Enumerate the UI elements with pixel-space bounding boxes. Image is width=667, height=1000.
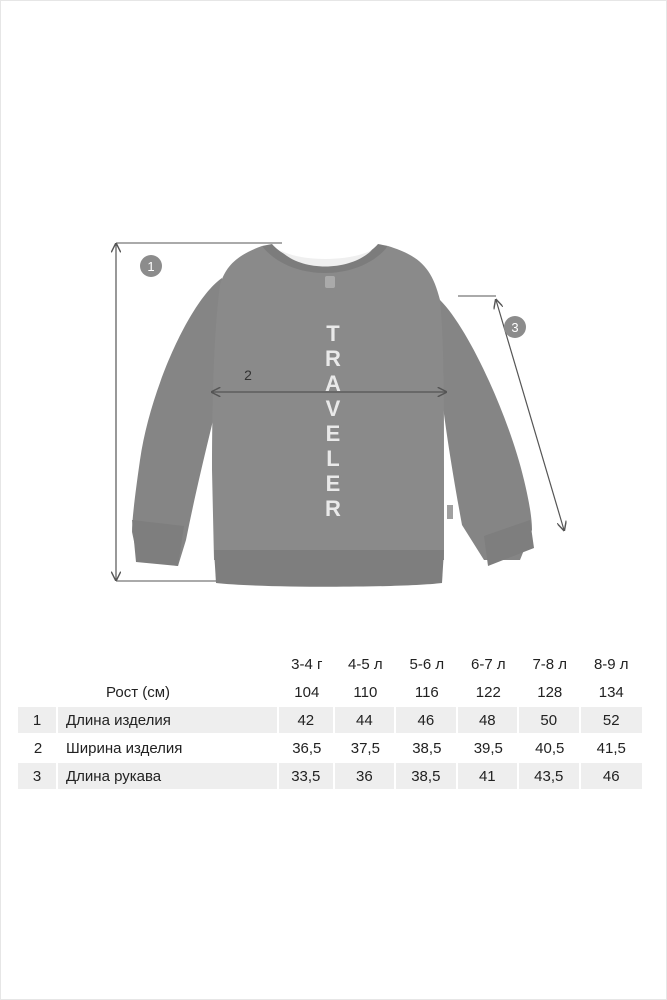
value-cell: 33,5 (279, 763, 335, 789)
brand-letter: A (325, 371, 341, 396)
value-cell: 46 (581, 763, 643, 789)
size-header-cell: 4-5 л (348, 655, 383, 673)
size-table (18, 649, 642, 791)
row-number-empty (18, 651, 58, 677)
value-cell: 52 (581, 707, 643, 733)
value-cell: 38,5 (412, 739, 442, 757)
row-number: 1 (18, 707, 58, 733)
value-cell: 39,5 (473, 739, 503, 757)
brand-print (325, 321, 341, 521)
brand-letter: E (325, 471, 341, 496)
marker-1-label: 1 (147, 259, 155, 274)
height-cell: 134 (598, 683, 624, 701)
marker-3-label: 3 (511, 320, 519, 335)
row-label: Ширина изделия (66, 739, 183, 757)
height-cell: 110 (353, 683, 378, 701)
size-header-cell: 5-6 л (409, 655, 445, 673)
marker-2-label: 2 (244, 367, 252, 383)
row-label: Длина рукава (58, 763, 279, 789)
value-cell: 43,5 (519, 763, 580, 789)
height-cell: 116 (414, 683, 439, 701)
row-number: 2 (33, 739, 43, 757)
value-cell: 41,5 (596, 739, 626, 757)
height-row (18, 679, 642, 705)
value-cell: 37,5 (350, 739, 380, 757)
value-cell: 48 (458, 707, 519, 733)
measurement-row (18, 707, 642, 733)
value-cell: 44 (335, 707, 396, 733)
brand-letter: T (326, 321, 340, 346)
brand-letter: V (325, 396, 341, 421)
size-header-cell: 7-8 л (532, 655, 568, 673)
measurement-row (18, 763, 642, 789)
height-cell: 104 (294, 683, 320, 701)
size-header-row (18, 651, 642, 677)
row-number: 3 (18, 763, 58, 789)
brand-letter: L (326, 446, 340, 471)
brand-letter: R (325, 496, 341, 521)
value-cell: 36 (335, 763, 396, 789)
height-cell: 122 (475, 683, 501, 701)
row-label: Длина изделия (58, 707, 279, 733)
header-label-empty (58, 651, 279, 677)
value-cell: 46 (396, 707, 457, 733)
height-cell: 128 (537, 683, 563, 701)
value-cell: 38,5 (396, 763, 457, 789)
value-cell: 50 (519, 707, 580, 733)
size-header-cell: 8-9 л (593, 655, 629, 673)
brand-letter: R (325, 346, 341, 371)
measurement-row (18, 735, 642, 761)
brand-letter: E (325, 421, 341, 446)
value-cell: 42 (279, 707, 335, 733)
value-cell: 36,5 (292, 739, 322, 757)
size-header-cell: 6-7 л (470, 655, 506, 673)
value-cell: 41 (458, 763, 519, 789)
row-number-empty (18, 679, 58, 705)
height-label: Рост (см) (106, 683, 171, 701)
value-cell: 40,5 (535, 739, 565, 757)
size-header-cell: 3-4 г (291, 655, 323, 673)
